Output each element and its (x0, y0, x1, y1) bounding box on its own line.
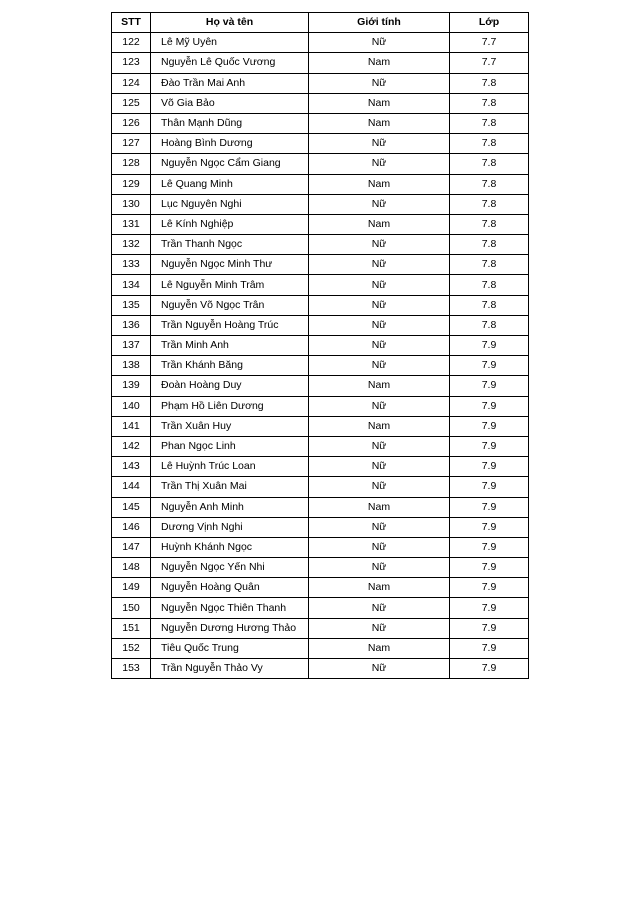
table-row (112, 497, 529, 517)
cell-stt: 136 (112, 315, 151, 335)
cell-name: Trần Nguyễn Hoàng Trúc (151, 315, 309, 335)
cell-class: 7.9 (450, 457, 529, 477)
cell-gender: Nữ (309, 537, 450, 557)
cell-name: Phạm Hồ Liên Dương (151, 396, 309, 416)
cell-class: 7.8 (450, 235, 529, 255)
cell-name: Lê Huỳnh Trúc Loan (151, 457, 309, 477)
cell-stt: 125 (112, 93, 151, 113)
cell-gender: Nam (309, 93, 450, 113)
cell-class: 7.7 (450, 33, 529, 53)
table-row (112, 336, 529, 356)
cell-name: Lê Quang Minh (151, 174, 309, 194)
cell-name: Nguyễn Anh Minh (151, 497, 309, 517)
cell-class: 7.9 (450, 396, 529, 416)
cell-class: 7.8 (450, 275, 529, 295)
cell-gender: Nữ (309, 315, 450, 335)
cell-stt: 126 (112, 113, 151, 133)
cell-name: Trần Nguyễn Thảo Vy (151, 659, 309, 679)
table-row (112, 598, 529, 618)
cell-stt: 137 (112, 336, 151, 356)
cell-stt: 145 (112, 497, 151, 517)
table-row (112, 376, 529, 396)
cell-name: Trần Thị Xuân Mai (151, 477, 309, 497)
cell-stt: 139 (112, 376, 151, 396)
cell-class: 7.9 (450, 517, 529, 537)
table-row (112, 578, 529, 598)
table-row (112, 436, 529, 456)
cell-gender: Nữ (309, 194, 450, 214)
cell-name: Trần Minh Anh (151, 336, 309, 356)
cell-name: Nguyễn Võ Ngọc Trân (151, 295, 309, 315)
cell-class: 7.9 (450, 376, 529, 396)
cell-name: Nguyễn Ngọc Yến Nhi (151, 558, 309, 578)
cell-stt: 133 (112, 255, 151, 275)
table-row (112, 73, 529, 93)
table-row (112, 235, 529, 255)
cell-stt: 138 (112, 356, 151, 376)
table-row (112, 457, 529, 477)
cell-stt: 123 (112, 53, 151, 73)
cell-stt: 141 (112, 416, 151, 436)
cell-gender: Nam (309, 578, 450, 598)
cell-name: Nguyễn Ngọc Thiên Thanh (151, 598, 309, 618)
cell-gender: Nữ (309, 134, 450, 154)
cell-name: Thân Mạnh Dũng (151, 113, 309, 133)
table-row (112, 275, 529, 295)
cell-stt: 150 (112, 598, 151, 618)
table-header (112, 13, 529, 33)
header-gender: Giới tính (309, 13, 450, 33)
table-row (112, 255, 529, 275)
cell-stt: 142 (112, 436, 151, 456)
table-row (112, 214, 529, 234)
cell-class: 7.9 (450, 638, 529, 658)
table-body (112, 33, 529, 679)
cell-gender: Nữ (309, 154, 450, 174)
cell-stt: 129 (112, 174, 151, 194)
cell-gender: Nữ (309, 356, 450, 376)
student-table (111, 12, 529, 679)
cell-gender: Nữ (309, 396, 450, 416)
cell-name: Nguyễn Ngọc Minh Thư (151, 255, 309, 275)
cell-class: 7.7 (450, 53, 529, 73)
cell-gender: Nam (309, 638, 450, 658)
cell-name: Nguyễn Hoàng Quân (151, 578, 309, 598)
cell-class: 7.9 (450, 477, 529, 497)
cell-stt: 143 (112, 457, 151, 477)
cell-stt: 140 (112, 396, 151, 416)
table-row (112, 33, 529, 53)
table-row (112, 174, 529, 194)
cell-class: 7.9 (450, 558, 529, 578)
cell-name: Nguyễn Lê Quốc Vương (151, 53, 309, 73)
cell-class: 7.9 (450, 356, 529, 376)
cell-stt: 127 (112, 134, 151, 154)
cell-name: Đào Trần Mai Anh (151, 73, 309, 93)
student-list-sheet (111, 12, 528, 679)
table-row (112, 295, 529, 315)
cell-stt: 149 (112, 578, 151, 598)
table-row (112, 517, 529, 537)
cell-name: Trần Xuân Huy (151, 416, 309, 436)
cell-class: 7.8 (450, 73, 529, 93)
table-row (112, 315, 529, 335)
cell-gender: Nam (309, 214, 450, 234)
cell-stt: 144 (112, 477, 151, 497)
cell-class: 7.9 (450, 497, 529, 517)
cell-stt: 147 (112, 537, 151, 557)
table-row (112, 477, 529, 497)
cell-name: Tiêu Quốc Trung (151, 638, 309, 658)
cell-class: 7.9 (450, 578, 529, 598)
cell-name: Nguyễn Dương Hương Thảo (151, 618, 309, 638)
cell-gender: Nam (309, 113, 450, 133)
cell-gender: Nam (309, 174, 450, 194)
cell-stt: 146 (112, 517, 151, 537)
cell-gender: Nữ (309, 436, 450, 456)
cell-name: Huỳnh Khánh Ngọc (151, 537, 309, 557)
cell-stt: 132 (112, 235, 151, 255)
cell-gender: Nữ (309, 295, 450, 315)
table-row (112, 638, 529, 658)
cell-class: 7.8 (450, 194, 529, 214)
cell-class: 7.8 (450, 113, 529, 133)
cell-name: Lê Nguyễn Minh Trâm (151, 275, 309, 295)
cell-gender: Nữ (309, 73, 450, 93)
cell-class: 7.9 (450, 537, 529, 557)
cell-name: Đoàn Hoàng Duy (151, 376, 309, 396)
cell-gender: Nữ (309, 659, 450, 679)
cell-class: 7.9 (450, 598, 529, 618)
cell-gender: Nữ (309, 517, 450, 537)
table-row (112, 53, 529, 73)
cell-class: 7.9 (450, 659, 529, 679)
cell-stt: 128 (112, 154, 151, 174)
cell-gender: Nữ (309, 477, 450, 497)
table-row (112, 113, 529, 133)
table-row (112, 356, 529, 376)
cell-gender: Nữ (309, 235, 450, 255)
table-row (112, 416, 529, 436)
cell-class: 7.8 (450, 315, 529, 335)
header-name: Họ và tên (151, 13, 309, 33)
table-row (112, 194, 529, 214)
cell-gender: Nữ (309, 275, 450, 295)
cell-gender: Nữ (309, 33, 450, 53)
cell-class: 7.9 (450, 336, 529, 356)
header-row (112, 13, 529, 33)
cell-class: 7.8 (450, 134, 529, 154)
cell-class: 7.8 (450, 255, 529, 275)
table-row (112, 154, 529, 174)
cell-name: Lục Nguyên Nghi (151, 194, 309, 214)
cell-class: 7.9 (450, 416, 529, 436)
table-row (112, 134, 529, 154)
cell-name: Hoàng Bình Dương (151, 134, 309, 154)
cell-gender: Nam (309, 53, 450, 73)
cell-name: Trần Khánh Băng (151, 356, 309, 376)
cell-name: Dương Vịnh Nghi (151, 517, 309, 537)
cell-gender: Nữ (309, 336, 450, 356)
cell-name: Lê Kính Nghiệp (151, 214, 309, 234)
cell-class: 7.8 (450, 174, 529, 194)
cell-class: 7.8 (450, 154, 529, 174)
table-row (112, 396, 529, 416)
cell-gender: Nữ (309, 457, 450, 477)
cell-gender: Nữ (309, 255, 450, 275)
cell-gender: Nam (309, 416, 450, 436)
table-row (112, 93, 529, 113)
cell-class: 7.8 (450, 214, 529, 234)
cell-class: 7.8 (450, 93, 529, 113)
cell-stt: 131 (112, 214, 151, 234)
cell-name: Nguyễn Ngọc Cẩm Giang (151, 154, 309, 174)
header-class: Lớp (450, 13, 529, 33)
table-row (112, 618, 529, 638)
header-stt: STT (112, 13, 151, 33)
cell-name: Lê Mỹ Uyên (151, 33, 309, 53)
cell-stt: 122 (112, 33, 151, 53)
cell-class: 7.8 (450, 295, 529, 315)
cell-stt: 130 (112, 194, 151, 214)
table-row (112, 558, 529, 578)
cell-gender: Nữ (309, 598, 450, 618)
cell-gender: Nam (309, 497, 450, 517)
cell-name: Võ Gia Bảo (151, 93, 309, 113)
cell-class: 7.9 (450, 436, 529, 456)
cell-stt: 152 (112, 638, 151, 658)
cell-gender: Nam (309, 376, 450, 396)
cell-class: 7.9 (450, 618, 529, 638)
cell-stt: 153 (112, 659, 151, 679)
cell-stt: 134 (112, 275, 151, 295)
cell-stt: 148 (112, 558, 151, 578)
cell-name: Trần Thanh Ngọc (151, 235, 309, 255)
cell-gender: Nữ (309, 618, 450, 638)
cell-stt: 151 (112, 618, 151, 638)
table-row (112, 537, 529, 557)
table-row (112, 659, 529, 679)
cell-stt: 135 (112, 295, 151, 315)
cell-name: Phan Ngọc Linh (151, 436, 309, 456)
cell-stt: 124 (112, 73, 151, 93)
cell-gender: Nữ (309, 558, 450, 578)
